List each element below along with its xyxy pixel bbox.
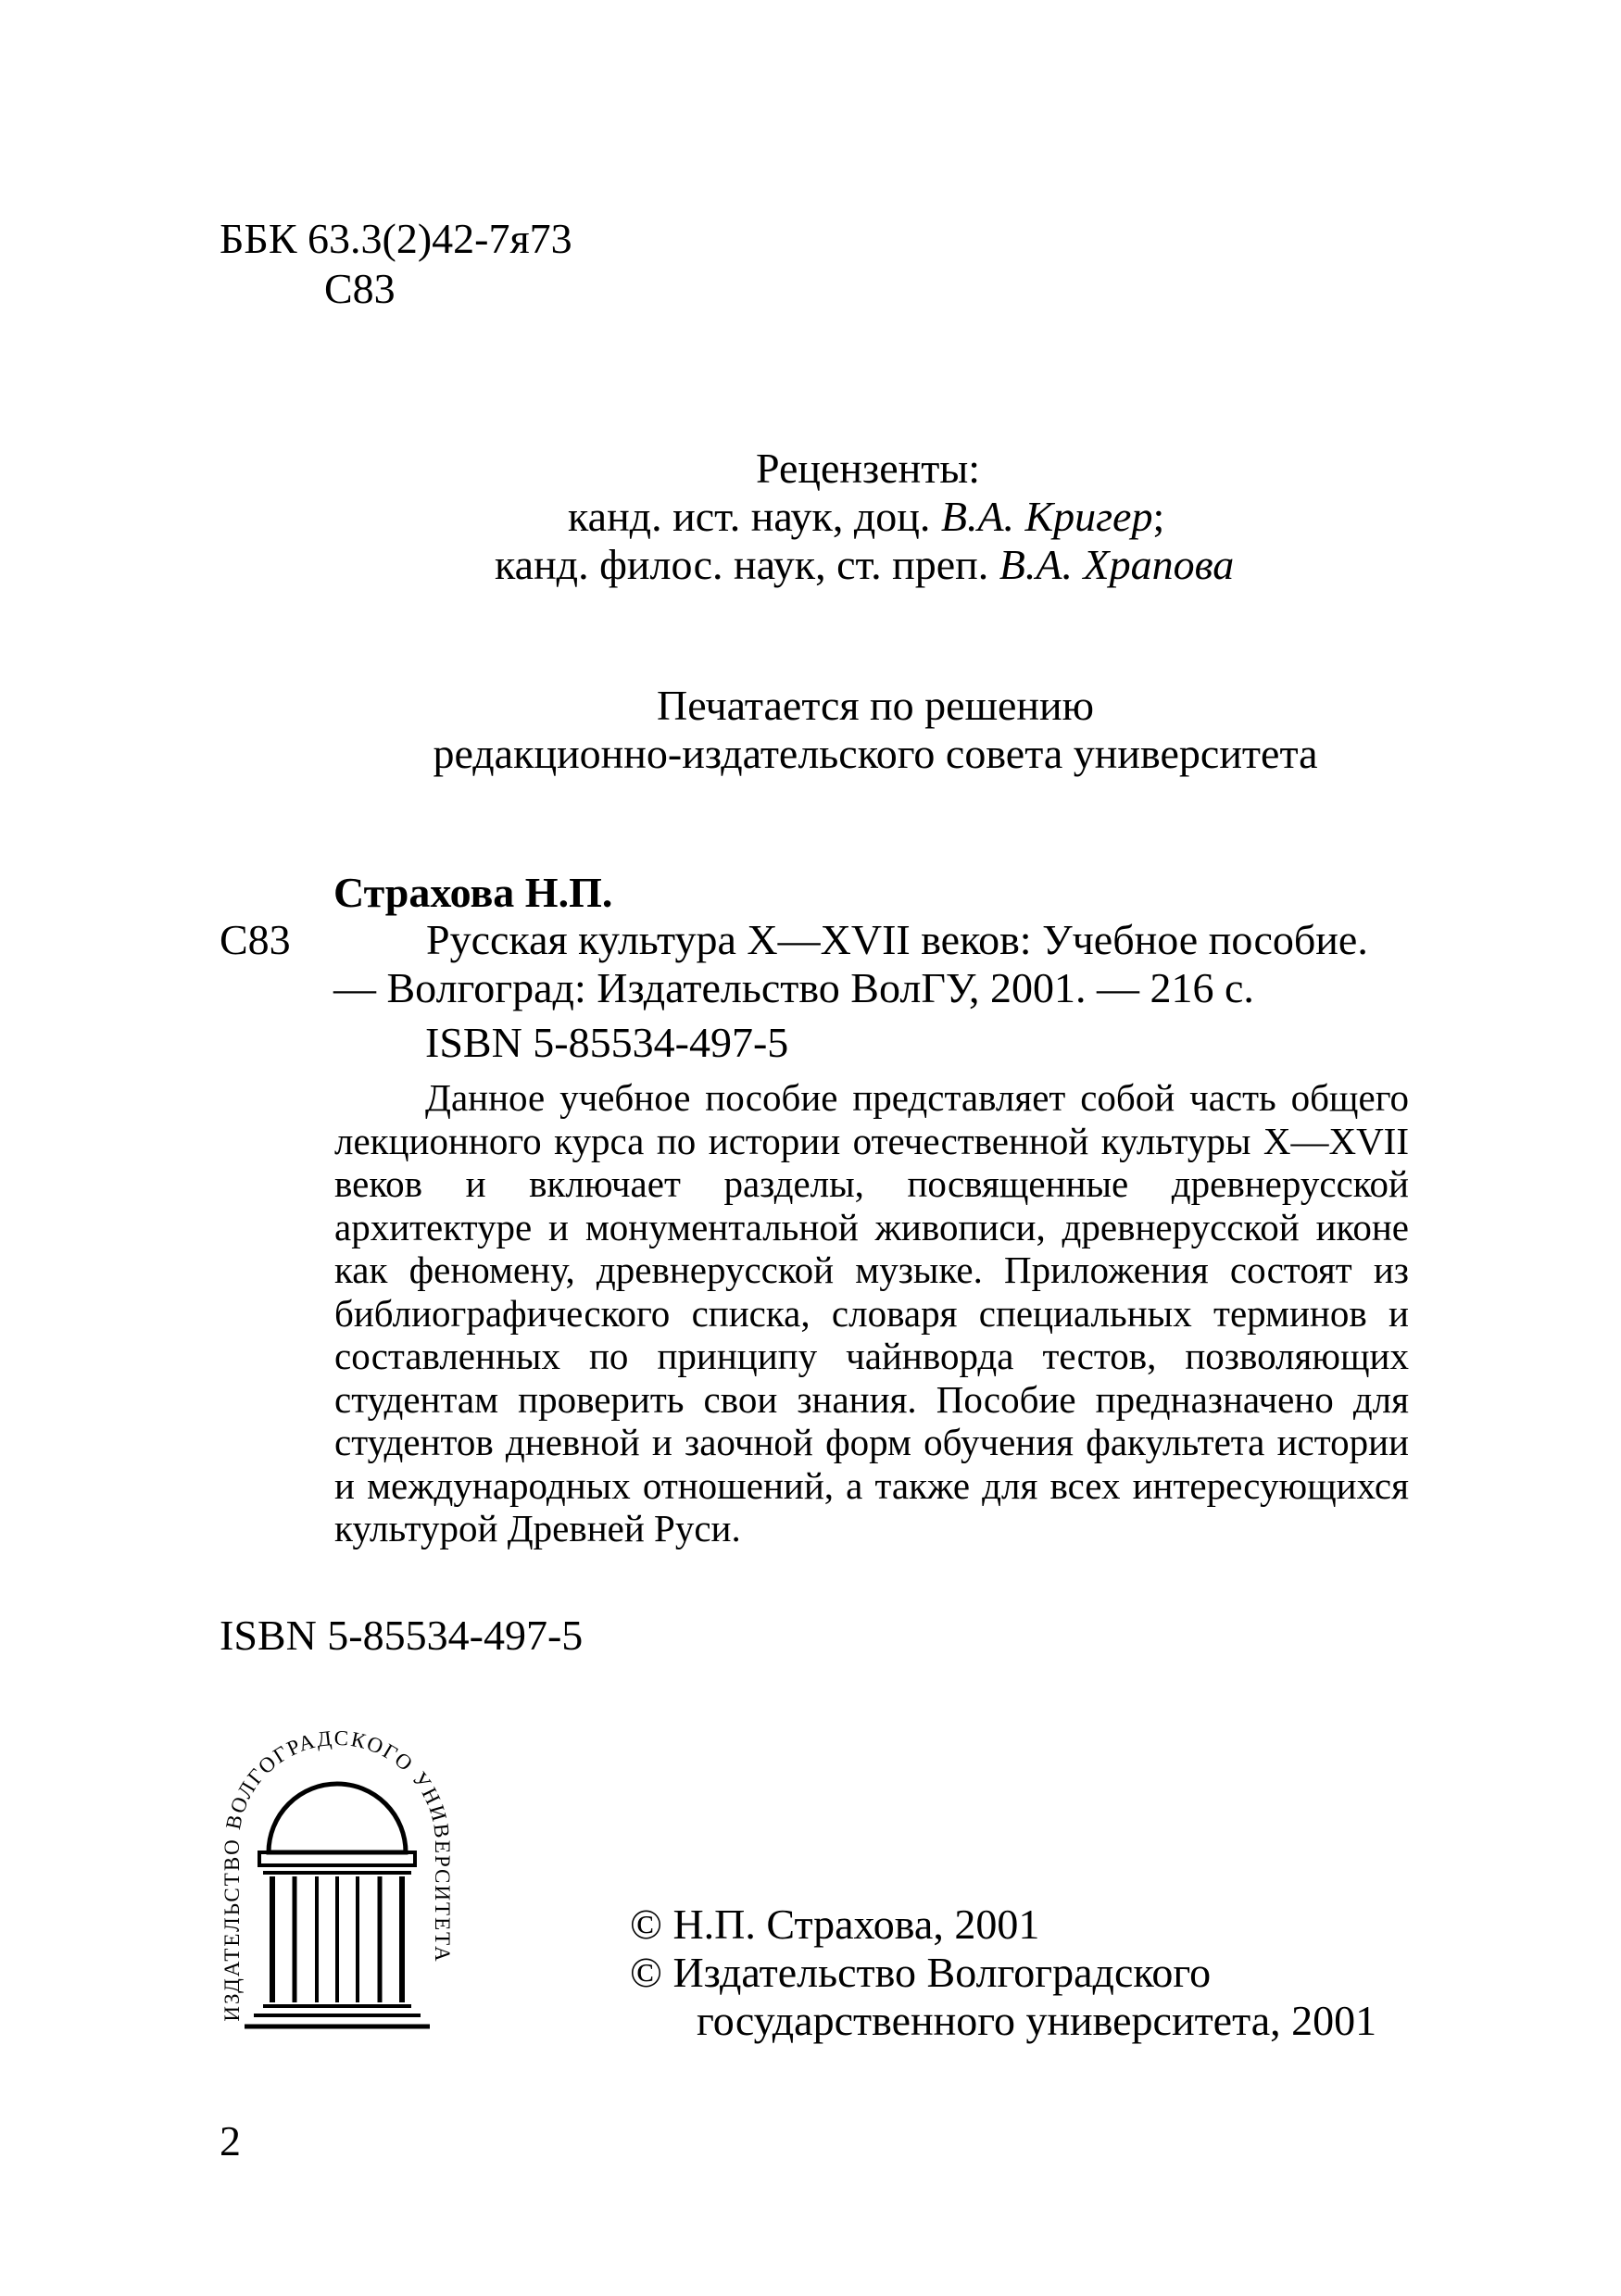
print-note-line-2: редакционно-издательского совета университета (433, 730, 1318, 777)
publisher-logo-text: ИЗДАТЕЛЬСТВО ВОЛГОГРАДСКОГО УНИВЕРСИТЕТА (220, 1725, 455, 2022)
reviewers-title: Рецензенты: (756, 445, 981, 492)
reviewer-1-degree: канд. ист. наук, доц. (568, 493, 941, 540)
bbk-code: ББК 63.3(2)42-7я73 (220, 215, 572, 262)
reviewer-2-degree: канд. филос. наук, ст. преп. (495, 541, 999, 588)
reviewer-2-name: В.А. Храпова (999, 541, 1235, 588)
copyright-author: © Н.П. Страхова, 2001 (630, 1901, 1040, 1948)
isbn-bottom: ISBN 5-85534-497-5 (220, 1612, 584, 1659)
annotation-paragraph: Данное учебное пособие представляет собой часть общего лекционного курса по истории отечественной культуры X—XVII веков и включает разделы, посвященные древнерусской архитектуре и монументальной живописи, древнерусской иконе как феномену, древнерусской музыке. Приложения состоят из библиографического списка, словаря специальных терминов и составленных по принципу чайнворда тестов, позволяющих студентам проверить свои знания. Пособие предназначено для студентов дневной и заочной форм обучения факультета истории и международных отношений, а также для всех интересующихся культурой Древней Руси. (334, 1076, 1409, 1549)
bbk-author-mark: С83 (324, 265, 396, 312)
copyright-publisher-line-1: © Издательство Волгоградского (630, 1949, 1212, 1996)
reviewer-1-name: В.А. Кригер (940, 493, 1153, 540)
print-note-line-1: Печатается по решению (656, 682, 1095, 729)
rotunda-icon (245, 1784, 430, 2026)
copyright-publisher-line-2: государственного университета, 2001 (697, 1997, 1377, 2044)
reviewer-1 (568, 493, 1297, 541)
catalog-author-mark: С83 (220, 916, 291, 963)
catalog-imprint: — Волгоград: Издательство ВолГУ, 2001. — 216 с. (333, 964, 1254, 1011)
reviewer-2 (495, 541, 1297, 589)
catalog-title: Русская культура X—XVII веков: Учебное пособие. (426, 916, 1368, 963)
reviewer-1-suffix: ; (1152, 493, 1165, 540)
catalog-isbn: ISBN 5-85534-497-5 (425, 1019, 789, 1066)
print-note (389, 682, 1362, 778)
publisher-logo-icon (211, 1704, 463, 2056)
page-number: 2 (220, 2117, 241, 2164)
catalog-author: Страхова Н.П. (333, 869, 613, 916)
reviewers-block (463, 445, 1297, 589)
